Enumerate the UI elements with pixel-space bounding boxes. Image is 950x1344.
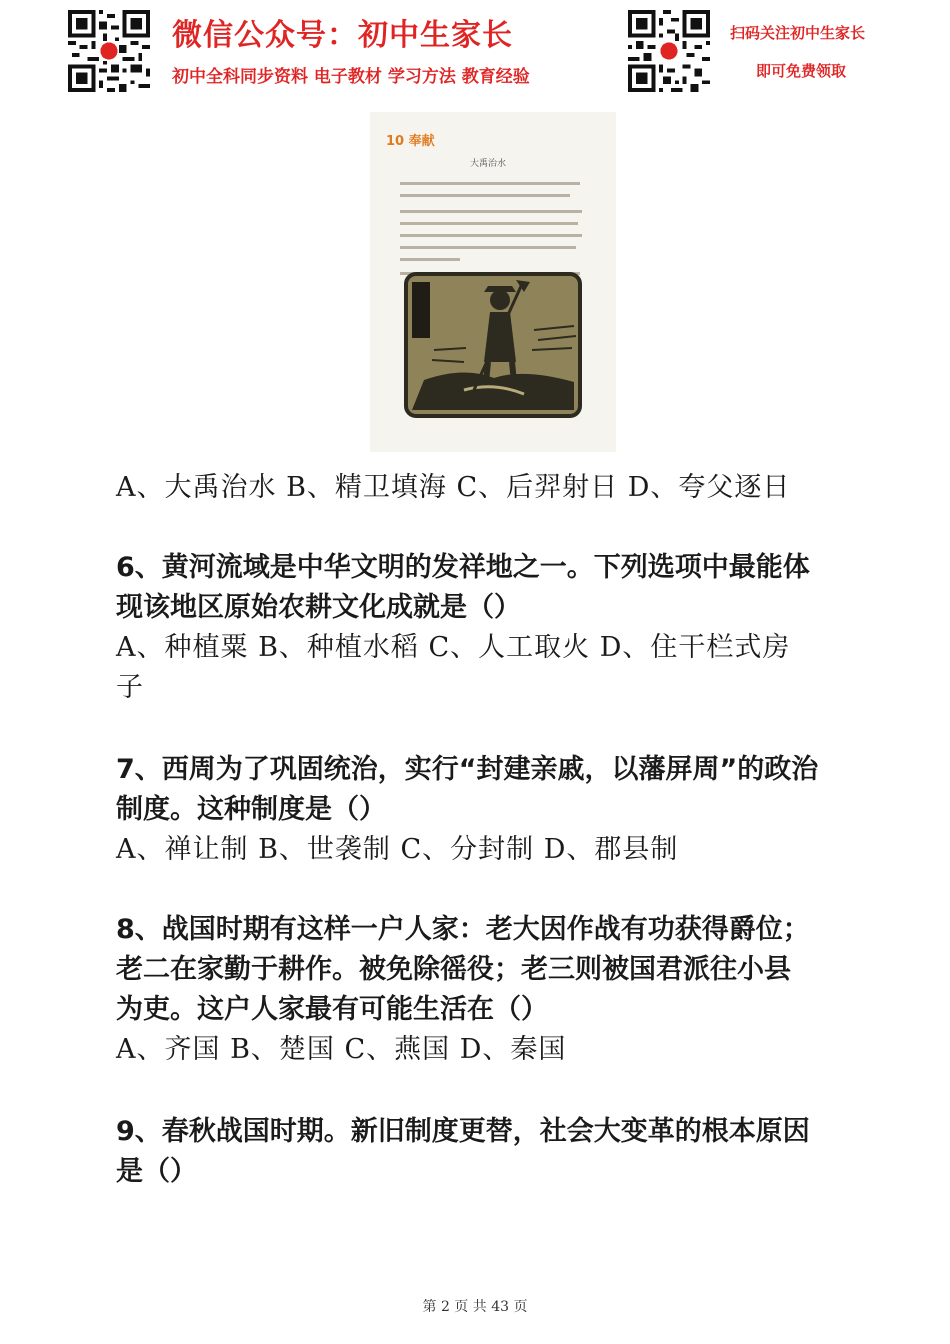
text-line (400, 234, 582, 237)
question-5-options: A、大禹治水 B、精卫填海 C、后羿射日 D、夸父逐日 (116, 472, 791, 503)
qr-code-left (68, 10, 150, 92)
figure-subheading: 大禹治水 (470, 159, 507, 169)
question-9-stem-line-1: 9、春秋战国时期。新旧制度更替，社会大变革的根本原因 (116, 1116, 810, 1147)
question-6-stem-line-2: 现该地区原始农耕文化成就是（） (116, 592, 521, 623)
text-line (400, 222, 578, 225)
question-8-stem-line-1: 8、战国时期有这样一户人家：老大因作战有功获得爵位； (116, 914, 810, 945)
figure-heading: 10 奉献 (386, 134, 435, 149)
banner-side-line-2: 即可免费领取 (756, 62, 847, 80)
text-line (400, 194, 570, 197)
question-7 (116, 750, 876, 870)
text-line (400, 246, 576, 249)
text-line (400, 210, 582, 213)
question-6 (116, 548, 876, 708)
question-9-stem-line-2: 是（） (116, 1156, 197, 1187)
textbook-figure (370, 112, 616, 452)
question-6-options-line-1: A、种植粟 B、种植水稻 C、人工取火 D、住干栏式房 (116, 632, 791, 663)
text-line (400, 258, 460, 261)
text-line (400, 182, 580, 185)
banner-title: 微信公众号：初中生家长 (172, 18, 513, 53)
question-5 (116, 468, 876, 508)
question-7-stem-line-1: 7、西周为了巩固统治，实行“封建亲戚，以藩屏周”的政治 (116, 754, 819, 785)
banner-subtitle: 初中全科同步资料 电子教材 学习方法 教育经验 (172, 67, 530, 87)
question-8 (116, 910, 876, 1070)
question-9 (116, 1112, 876, 1192)
question-8-stem-line-2: 老二在家勤于耕作。被免除徭役；老三则被国君派往小县 (116, 954, 791, 985)
qr-code-right (628, 10, 710, 92)
question-8-options: A、齐国 B、楚国 C、燕国 D、秦国 (116, 1034, 567, 1065)
question-6-options-line-2: 子 (116, 672, 144, 703)
question-7-options: A、禅让制 B、世袭制 C、分封制 D、郡县制 (116, 834, 679, 865)
question-7-stem-line-2: 制度。这种制度是（） (116, 794, 386, 825)
page-number: 第 2 页 共 43 页 (422, 1299, 528, 1315)
question-8-stem-line-3: 为吏。这户人家最有可能生活在（） (116, 994, 548, 1025)
yu-illustration (404, 270, 582, 420)
question-6-stem-line-1: 6、黄河流域是中华文明的发祥地之一。下列选项中最能体 (116, 552, 810, 583)
banner-side-line-1: 扫码关注初中生家长 (730, 24, 866, 42)
